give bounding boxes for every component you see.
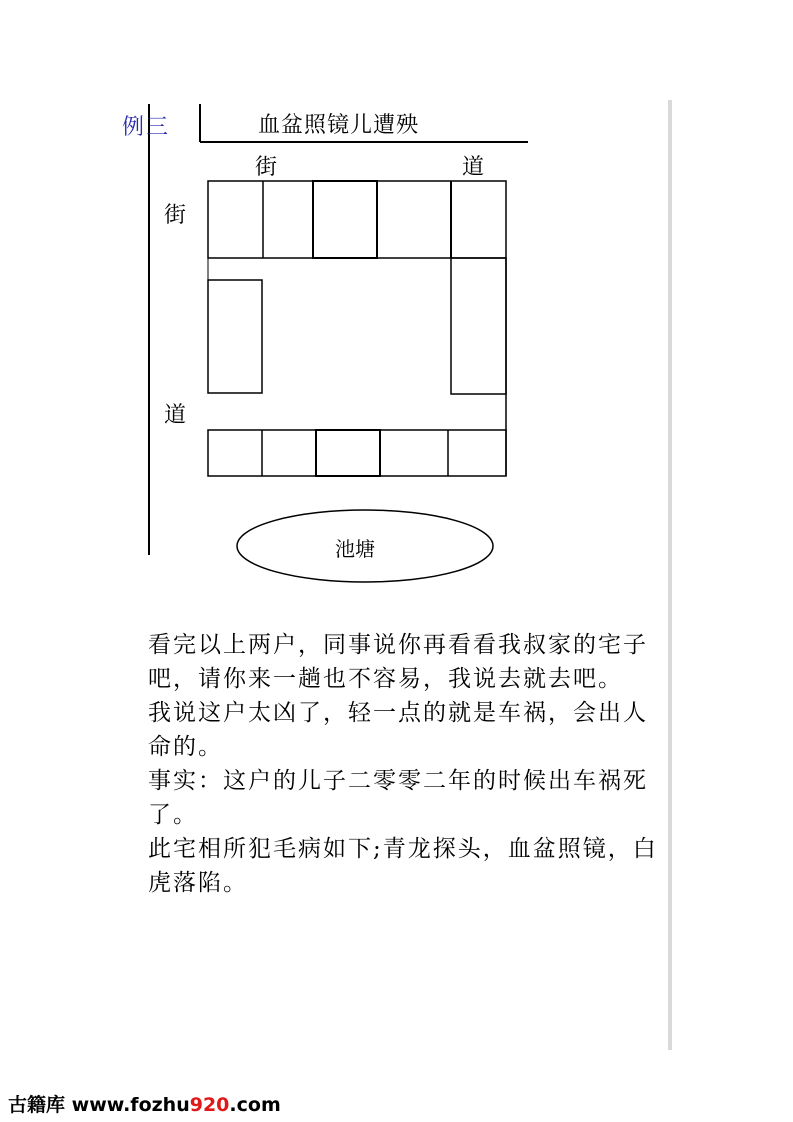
site-url[interactable] xyxy=(72,1094,281,1116)
site-name: 古籍库 xyxy=(8,1094,66,1116)
site-footer xyxy=(8,1090,281,1117)
top-house-row xyxy=(208,181,506,258)
street-label-side-top: 街 xyxy=(164,203,187,228)
url-suffix: .com xyxy=(229,1094,281,1116)
top-house-middle xyxy=(313,181,377,258)
pond-label: 池塘 xyxy=(335,537,375,561)
bottom-house-row xyxy=(208,430,506,476)
right-house xyxy=(451,258,506,394)
url-prefix: www.fozhu xyxy=(71,1094,190,1116)
paragraph: 我说这户太凶了，轻一点的就是车祸，会出人命的。 xyxy=(148,700,648,760)
paragraph: 事实：这户的儿子二零零二年的时候出车祸死了。 xyxy=(148,768,648,828)
body-text xyxy=(148,628,658,900)
example-label: 例三 xyxy=(122,115,171,140)
paragraph: 看完以上两户，同事说你再看看我叔家的宅子吧，请你来一趟也不容易，我说去就去吧。 xyxy=(148,632,648,692)
left-house xyxy=(208,280,262,393)
bottom-house-middle xyxy=(316,430,380,476)
paragraph: 此宅相所犯毛病如下;青龙探头，血盆照镜，白虎落陷。 xyxy=(148,836,658,896)
url-number: 920 xyxy=(189,1094,230,1116)
street-label-top-left: 街 xyxy=(255,155,278,180)
street-label-top-right: 道 xyxy=(462,155,485,180)
diagram-title: 血盆照镜儿遭殃 xyxy=(258,113,420,138)
street-label-side-bottom: 道 xyxy=(164,403,187,428)
